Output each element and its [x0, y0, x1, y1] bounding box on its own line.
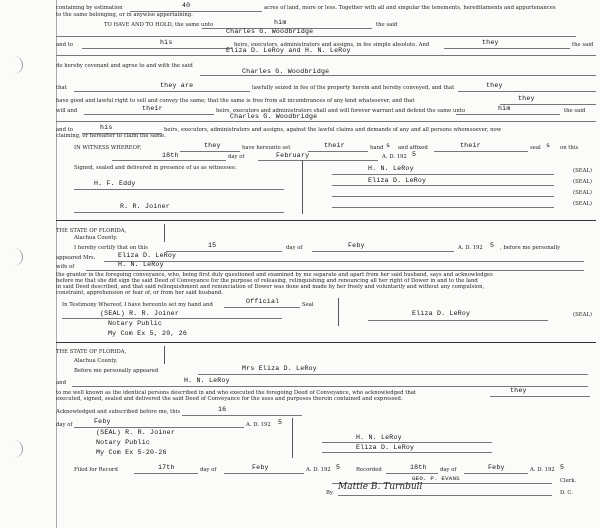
ack2-county: Alachua County. — [74, 358, 118, 364]
and-to: and to — [56, 42, 73, 48]
witness-ad: A. D. 192 — [382, 154, 407, 160]
filed-month: Feby — [252, 464, 269, 471]
seized-the-said: the said — [564, 108, 586, 114]
witness-affixed: and affixed — [398, 145, 428, 151]
ack1-notary-2: Notary Public — [108, 320, 163, 327]
ack2-signature-1: H. N. LeRoy — [356, 434, 402, 441]
witness-their: their — [324, 142, 345, 149]
seized-they-2: they — [518, 95, 535, 102]
seal-label-1: (SEAL) — [573, 168, 592, 174]
witness-day-of: day of — [228, 154, 245, 160]
seal-label-2: (SEAL) — [573, 179, 592, 185]
filed-day-of: day of — [200, 467, 217, 473]
ack1-para-1: the grantor in the foregoing conveyance, who, being first duly questioned and examined by me separate and apart from her said husband, says and acknowledges — [56, 272, 493, 278]
witness-month: February — [276, 152, 310, 159]
recorded-label: Recorded — [356, 467, 382, 473]
ack2-ad: A. D. 192 — [246, 422, 271, 428]
ack2-known-2: executed, signed, sealed and delivered the said Deed of Conveyance for the uses and purposes therein contained and expressed. — [56, 396, 403, 402]
ack2-they: they — [510, 387, 527, 394]
habendum-they: they — [482, 39, 499, 46]
recorded-day-of: day of — [440, 467, 457, 473]
ack1-notary-1: (SEAL) R. R. Joiner — [100, 310, 179, 317]
recorded-year: 5 — [560, 464, 565, 471]
filed-day: 17th — [158, 464, 175, 471]
assigns-line: heirs, executors, administrators and assigns, against the lawful claims and demands of any and all persons whomsoever, now — [164, 127, 502, 133]
warrant-line: heirs, executors and administrators shall and will forever warrant and defend the same unto — [216, 108, 466, 114]
ack2-state: THE STATE OF FLORIDA, — [56, 349, 127, 355]
deputy-clerk-label: D. C. — [560, 490, 573, 496]
covenant-line: do hereby covenant and agree to and with the said — [56, 63, 193, 69]
habendum-the-said: the said — [376, 22, 398, 28]
ack1-seal-label: (SEAL) — [573, 312, 592, 318]
witness-2: R. R. Joiner — [120, 203, 170, 210]
seized-they: they — [486, 82, 503, 89]
witness-s1: s — [386, 142, 391, 149]
ack2-day: 16 — [218, 406, 227, 413]
witness-hand: hand — [370, 145, 384, 151]
ack1-before: , before me personally — [500, 245, 561, 251]
grantee-name-3: Charles G. Woodbridge — [230, 113, 318, 120]
ack1-day-of: day of — [286, 245, 303, 251]
ack1-month: Feby — [348, 242, 365, 249]
deputy-clerk-signature: Mattie B. Turnbull — [338, 482, 423, 492]
grantee-name: Charles G. Woodbridge — [226, 28, 314, 35]
seized-their: their — [142, 105, 163, 112]
binder-hole — [12, 248, 23, 266]
witness-lead: IN WITNESS WHEREOF, — [74, 145, 142, 151]
grantor-signature-1: H. N. LeRoy — [368, 165, 414, 172]
acres-value: 40 — [182, 2, 191, 9]
ack2-year: 5 — [278, 419, 283, 426]
ack2-name-2: H. N. LeRoy — [184, 377, 230, 384]
ack1-year: 5 — [490, 242, 495, 249]
ack2-name-1: Mrs Eliza D. LeRoy — [242, 365, 317, 372]
witness-s2: s — [546, 142, 551, 149]
witness-year: 5 — [412, 151, 417, 158]
ack1-appeared: appeared Mrs. — [56, 255, 96, 261]
ack1-state: THE STATE OF FLORIDA, — [56, 228, 127, 234]
ack1-county: Alachua County. — [74, 235, 118, 241]
by-label: By — [326, 490, 333, 496]
witness-1: H. F. Eddy — [94, 180, 136, 187]
ack1-signer: Eliza D. LeRoy — [412, 310, 471, 317]
claiming-line: claiming, or hereafter to claim the same. — [56, 133, 166, 139]
ack2-and: and — [56, 380, 66, 386]
witness-they: they — [204, 142, 221, 149]
ack2-notary-2: Notary Public — [96, 439, 151, 446]
binder-hole — [12, 440, 23, 458]
witness-their-2: their — [460, 142, 481, 149]
grantors-names: Eliza D. LeRoy and H. N. LeRoy — [226, 47, 351, 54]
ack1-para-2: before me that she did sign the said Deed of Conveyance for the purpose of releasing, relinquishing and renouncing all her right of Dower in and to the land — [56, 278, 478, 284]
deed-page — [12, 0, 596, 528]
seized-his: his — [100, 124, 113, 131]
witness-seal: seal — [530, 145, 541, 151]
ack1-testimony: In Testimony Whereof, I have hereunto set my hand and — [62, 302, 213, 308]
filed-year: 5 — [336, 464, 341, 471]
ack2-acknowledged: Acknowledged and subscribed before me, this — [56, 409, 181, 415]
ack1-notary-3: My Com Ex 5, 20, 26 — [108, 330, 187, 337]
grantee-name-2: Charles G. Woodbridge — [242, 68, 330, 75]
recorded-ad: A. D. 192 — [530, 467, 555, 473]
ack1-ad: A. D. 192 — [458, 245, 483, 251]
habendum-heirs: heirs, executors, administrators and assigns, in fee simple absolute. And — [234, 42, 430, 48]
habendum-the-said-2: the said — [572, 42, 594, 48]
ack1-official: Official — [246, 298, 280, 305]
seized-him: him — [498, 105, 511, 112]
ack2-known-1: to me well known as the identical persons described in and who executed the foregoing Deed of Conveyance, who acknowledged that — [56, 390, 417, 396]
seized-they-are: they are — [160, 82, 194, 89]
seal-label-3: (SEAL) — [573, 190, 592, 196]
ack1-certify: I hereby certify that on this — [74, 245, 148, 251]
ack2-notary-3: My Com Ex 5-20-26 — [96, 449, 167, 456]
ack1-wife-of: wife of — [56, 264, 75, 270]
recorded-day: 18th — [410, 464, 427, 471]
ack2-month: Feby — [94, 418, 111, 425]
witness-on-this: on this — [560, 145, 579, 151]
will-and: will and — [56, 108, 78, 114]
seized-that: that — [56, 85, 67, 91]
right-to-sell: have good and lawful right to sell and convey the same; that the same is free from all incumbrances of any kind whatsoever, and that — [56, 98, 415, 104]
clerk-name: GEO. P. EVANS — [412, 475, 460, 482]
ack1-day: 15 — [208, 242, 217, 249]
filed-for-record: Filed for Record — [74, 467, 118, 473]
witness-have: have hereunto set — [242, 145, 291, 151]
habendum-lead: TO HAVE AND TO HOLD, the same unto — [104, 22, 214, 28]
ack1-para-4: constraint, apprehension or fear of, or from her said husband. — [56, 290, 223, 296]
binder-hole — [12, 56, 23, 74]
appurtenances-line: to the same belonging, or in anywise appertaining. — [56, 12, 193, 18]
recorded-month: Feby — [488, 464, 505, 471]
ack2-notary-1: (SEAL) R. R. Joiner — [96, 429, 175, 436]
witness-day: 18th — [162, 152, 179, 159]
acres-lead: containing by estimation — [56, 5, 123, 11]
ack1-seal-word: Seal — [302, 302, 314, 308]
filed-ad: A. D. 192 — [306, 467, 331, 473]
habendum-his: his — [160, 39, 173, 46]
ack2-before: Before me personally appeared — [74, 368, 159, 374]
ack2-signature-2: Eliza D. LeRoy — [356, 444, 415, 451]
ack1-wife-name: Eliza D. LeRoy — [118, 252, 177, 259]
signature-bracket — [302, 160, 303, 214]
ack1-husband: H. N. LeRoy — [118, 261, 164, 268]
and-to-2: and to — [56, 127, 73, 133]
seized-lawfully: lawfully seized in fee of the property herein and hereby conveyed, and that — [252, 85, 455, 91]
grantor-signature-2: Eliza D. LeRoy — [368, 177, 427, 184]
signed-line: Signed, sealed and delivered in presence of us as witnesses: — [74, 165, 237, 171]
ack1-para-3: in said Deed described, and that said relinquishment and renunciation of Dower was done and made by her freely and voluntarily and without any compulsion, — [56, 284, 485, 290]
clerk-label: Clerk. — [560, 478, 577, 484]
habendum-him: him — [274, 19, 287, 26]
ack2-day-of: day of — [56, 422, 73, 428]
acres-tail: acres of land, more or less. Together with all and singular the tenements, hereditaments and appurtenances — [264, 5, 556, 11]
seal-label-4: (SEAL) — [573, 201, 592, 207]
